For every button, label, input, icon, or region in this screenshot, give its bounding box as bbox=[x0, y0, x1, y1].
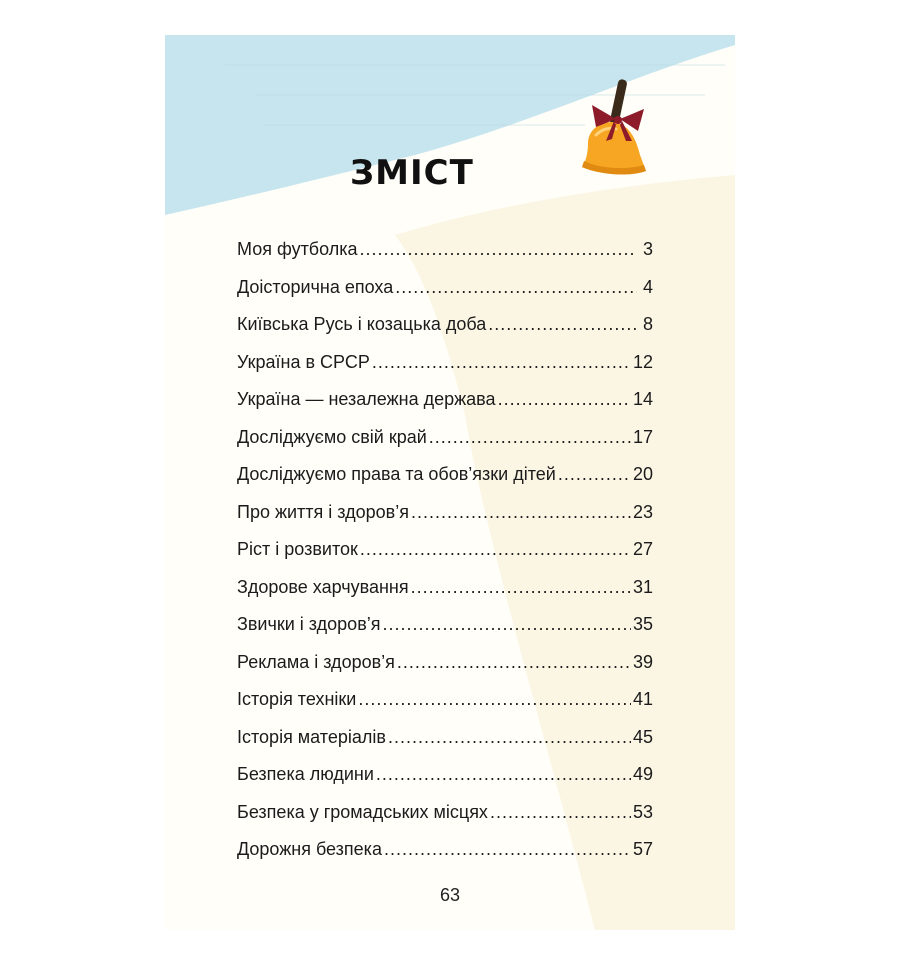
toc-entry[interactable] bbox=[237, 577, 653, 615]
toc-entry[interactable] bbox=[237, 389, 653, 427]
toc-entry[interactable] bbox=[237, 502, 653, 540]
toc-entry[interactable] bbox=[237, 539, 653, 577]
dot-leader bbox=[429, 427, 631, 448]
dot-leader bbox=[358, 689, 631, 710]
toc-entry-page: 20 bbox=[632, 464, 653, 484]
toc-entry[interactable] bbox=[237, 464, 653, 502]
toc-entry-title: Київська Русь і козацька доба bbox=[237, 314, 487, 334]
toc-entry-title: Реклама і здоров’я bbox=[237, 651, 395, 672]
toc-entry-page: 39 bbox=[632, 651, 653, 672]
page-number: 63 bbox=[439, 885, 461, 905]
dot-leader bbox=[498, 389, 631, 410]
toc-entry[interactable] bbox=[237, 839, 653, 877]
toc-entry[interactable] bbox=[237, 277, 653, 315]
toc-entry-page: 27 bbox=[632, 539, 653, 559]
toc-entry-page: 41 bbox=[632, 689, 653, 709]
toc-entry[interactable] bbox=[237, 427, 653, 465]
toc-entry-page: 31 bbox=[632, 576, 653, 597]
dot-leader bbox=[558, 464, 631, 485]
toc-entry[interactable] bbox=[237, 314, 653, 352]
toc-entry-title: Безпека у громадських місцях bbox=[237, 801, 488, 822]
toc-entry[interactable] bbox=[237, 352, 653, 390]
dot-leader bbox=[372, 352, 631, 373]
toc-entry[interactable] bbox=[237, 802, 653, 840]
toc-entry-title: Ріст і розвиток bbox=[237, 539, 358, 559]
toc-entry[interactable] bbox=[237, 764, 653, 802]
toc-entry-title: Україна в СРСР bbox=[237, 351, 370, 372]
toc-entry-title: Досліджуємо свій край bbox=[237, 426, 427, 447]
table-of-contents bbox=[237, 239, 653, 877]
dot-leader bbox=[411, 577, 631, 598]
dot-leader bbox=[397, 652, 631, 673]
toc-entry-page: 3 bbox=[642, 239, 653, 259]
toc-entry-title: Безпека людини bbox=[237, 764, 374, 784]
dot-leader bbox=[384, 839, 631, 860]
toc-entry-title: Звички і здоров’я bbox=[237, 614, 381, 634]
toc-entry-page: 14 bbox=[632, 389, 653, 409]
toc-entry-title: Досліджуємо права та обов’язки дітей bbox=[237, 464, 556, 484]
dot-leader bbox=[376, 764, 631, 785]
toc-entry-page: 23 bbox=[632, 501, 653, 522]
page-title: ЗМІСТ bbox=[350, 153, 474, 193]
toc-entry-page: 8 bbox=[642, 314, 653, 334]
toc-entry-page: 12 bbox=[632, 351, 653, 372]
toc-entry-title: Здорове харчування bbox=[237, 576, 409, 597]
toc-entry-page: 53 bbox=[632, 801, 653, 822]
school-bell-icon bbox=[570, 75, 650, 185]
toc-entry-page: 4 bbox=[642, 276, 653, 297]
toc-entry-title: Дорожня безпека bbox=[237, 839, 382, 859]
dot-leader bbox=[360, 539, 631, 560]
dot-leader bbox=[488, 314, 637, 335]
toc-entry[interactable] bbox=[237, 652, 653, 690]
book-page bbox=[165, 35, 735, 930]
dot-leader bbox=[490, 802, 631, 823]
toc-entry-title: Історія матеріалів bbox=[237, 726, 386, 747]
dot-leader bbox=[360, 239, 637, 260]
toc-entry[interactable] bbox=[237, 614, 653, 652]
toc-entry[interactable] bbox=[237, 239, 653, 277]
toc-entry-page: 45 bbox=[632, 726, 653, 747]
dot-leader bbox=[388, 727, 631, 748]
toc-entry[interactable] bbox=[237, 727, 653, 765]
toc-entry-title: Україна — незалежна держава bbox=[237, 389, 496, 409]
dot-leader bbox=[395, 277, 637, 298]
toc-entry-title: Моя футболка bbox=[237, 239, 358, 259]
toc-entry-page: 35 bbox=[632, 614, 653, 634]
toc-entry[interactable] bbox=[237, 689, 653, 727]
toc-entry-title: Про життя і здоров’я bbox=[237, 501, 409, 522]
toc-entry-page: 17 bbox=[632, 426, 653, 447]
toc-entry-page: 57 bbox=[632, 839, 653, 859]
dot-leader bbox=[411, 502, 631, 523]
toc-entry-page: 49 bbox=[632, 764, 653, 784]
toc-entry-title: Історія техніки bbox=[237, 689, 357, 709]
toc-entry-title: Доісторична епоха bbox=[237, 276, 394, 297]
dot-leader bbox=[383, 614, 631, 635]
